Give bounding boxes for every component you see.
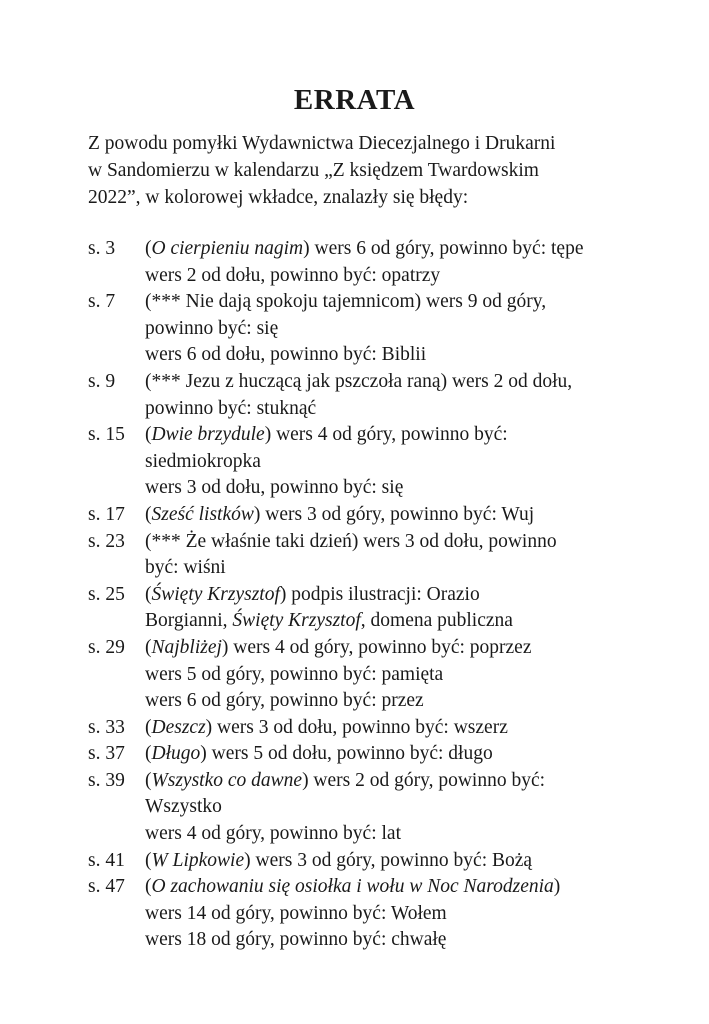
correction-text: Wszystko [145, 796, 222, 818]
page-reference: s. 39 [88, 769, 125, 791]
correction-line [145, 369, 621, 396]
correction-text: , domena publiczna [360, 610, 513, 632]
correction-text: ( [145, 583, 152, 605]
correction-lines [145, 529, 621, 582]
poem-title: Dwie brzydule [151, 424, 265, 446]
correction-line [145, 768, 621, 795]
correction-lines [145, 848, 621, 875]
errata-entry [88, 768, 621, 848]
poem-title: Najbliżej [151, 636, 222, 658]
correction-lines [145, 741, 621, 768]
correction-line [145, 422, 621, 449]
page-reference: s. 7 [88, 291, 116, 313]
errata-entry [88, 422, 621, 502]
correction-line [145, 874, 621, 901]
errata-entry [88, 369, 621, 422]
correction-text: wers 4 od góry, powinno być: lat [145, 823, 401, 845]
correction-text: powinno być: się [145, 317, 279, 339]
poem-title: W Lipkowie [151, 849, 245, 871]
correction-line [145, 555, 621, 582]
intro-line: 2022”, w kolorowej wkładce, znalazły się błędy: [88, 187, 469, 208]
correction-text: ( [145, 503, 152, 525]
page-reference: s. 3 [88, 238, 116, 259]
correction-text: wers 6 od dołu, powinno być: Biblii [145, 344, 427, 366]
errata-list [88, 236, 621, 954]
correction-text: ( [145, 238, 152, 259]
page-reference: s. 9 [88, 370, 116, 392]
correction-lines [145, 502, 621, 529]
page-reference: s. 17 [88, 503, 125, 525]
correction-line [145, 741, 621, 768]
correction-line [145, 263, 621, 290]
errata-entry [88, 635, 621, 715]
correction-line [145, 502, 621, 529]
page-reference: s. 37 [88, 743, 125, 765]
errata-entry [88, 582, 621, 635]
correction-text: być: wiśni [145, 557, 226, 579]
poem-title: Deszcz [151, 716, 206, 738]
correction-lines [145, 369, 621, 422]
correction-text: wers 14 od góry, powinno być: Wołem [145, 902, 447, 924]
correction-lines [145, 289, 621, 369]
correction-text: ) wers 3 od góry, powinno być: Bożą [244, 849, 533, 871]
correction-text: wers 3 od dołu, powinno być: się [145, 477, 404, 499]
correction-lines [145, 422, 621, 502]
page-reference: s. 25 [88, 583, 125, 605]
correction-text: ) [553, 876, 561, 898]
correction-line [145, 236, 621, 263]
errata-entry [88, 289, 621, 369]
correction-text: wers 18 od góry, powinno być: chwałę [145, 929, 447, 951]
correction-line [145, 449, 621, 476]
page-reference: s. 15 [88, 424, 125, 446]
poem-title: Sześć listków [151, 503, 254, 525]
correction-text: ) wers 5 od dołu, powinno być: długo [200, 743, 493, 765]
correction-line [145, 927, 621, 954]
correction-text: ) wers 3 od dołu, powinno być: wszerz [205, 716, 508, 738]
correction-lines [145, 768, 621, 848]
poem-title: Święty Krzysztof [151, 583, 280, 605]
correction-line [145, 848, 621, 875]
correction-text: ( [145, 716, 152, 738]
intro-line: Z powodu pomyłki Wydawnictwa Diecezjalnego i Drukarni [88, 133, 556, 154]
correction-text: ) wers 4 od góry, powinno być: poprzez [221, 636, 532, 658]
correction-lines [145, 236, 621, 289]
poem-title: Długo [151, 743, 201, 765]
poem-title: Święty Krzysztof [232, 610, 361, 632]
correction-text: ( [145, 769, 152, 791]
correction-line [145, 688, 621, 715]
correction-text: ( [145, 876, 152, 898]
correction-text: wers 6 od góry, powinno być: przez [145, 690, 424, 712]
correction-text: Borgianni, [145, 610, 233, 632]
correction-text: ( [145, 849, 152, 871]
correction-line [145, 794, 621, 821]
correction-text: ) wers 2 od góry, powinno być: [302, 769, 546, 791]
correction-text: ) podpis ilustracji: Orazio [279, 583, 480, 605]
correction-text: ) wers 3 od góry, powinno być: Wuj [253, 503, 535, 525]
correction-text: (*** Jezu z huczącą jak pszczoła raną) wers 2 od dołu, [145, 370, 573, 392]
page-reference: s. 33 [88, 716, 125, 738]
correction-line [145, 475, 621, 502]
errata-entry [88, 848, 621, 875]
correction-line [145, 582, 621, 609]
page-reference: s. 29 [88, 636, 125, 658]
errata-entry [88, 502, 621, 529]
correction-line [145, 342, 621, 369]
page-reference: s. 23 [88, 530, 125, 552]
correction-text: ) wers 6 od góry, powinno być: tępe [303, 238, 584, 259]
errata-entry [88, 715, 621, 742]
correction-line [145, 662, 621, 689]
correction-line [145, 608, 621, 635]
page-title: ERRATA [293, 84, 416, 116]
poem-title: Wszystko co dawne [151, 769, 303, 791]
errata-entry [88, 874, 621, 954]
correction-text: ( [145, 636, 152, 658]
correction-line [145, 529, 621, 556]
correction-lines [145, 874, 621, 954]
correction-text: wers 2 od dołu, powinno być: opatrzy [145, 264, 441, 286]
correction-text: (*** Że właśnie taki dzień) wers 3 od dołu, powinno [145, 530, 557, 552]
correction-line [145, 901, 621, 928]
correction-text: ) wers 4 od góry, powinno być: [264, 424, 508, 446]
correction-line [145, 316, 621, 343]
correction-lines [145, 715, 621, 742]
poem-title: O zachowaniu się osiołka i wołu w Noc Narodzenia [151, 876, 554, 898]
correction-text: (*** Nie dają spokoju tajemnicom) wers 9 od góry, [145, 291, 547, 313]
page-reference: s. 47 [88, 876, 125, 898]
errata-entry [88, 741, 621, 768]
correction-line [145, 821, 621, 848]
correction-text: ( [145, 424, 152, 446]
page-reference: s. 41 [88, 849, 125, 871]
errata-entry [88, 529, 621, 582]
intro-line: w Sandomierzu w kalendarzu „Z księdzem Twardowskim [88, 160, 539, 181]
correction-lines [145, 582, 621, 635]
errata-entry [88, 236, 621, 289]
correction-line [145, 289, 621, 316]
correction-line [145, 396, 621, 423]
correction-text: powinno być: stuknąć [145, 397, 317, 419]
intro-paragraph [88, 130, 621, 211]
correction-lines [145, 635, 621, 715]
correction-text: wers 5 od góry, powinno być: pamięta [145, 663, 444, 685]
correction-line [145, 635, 621, 662]
correction-text: ( [145, 743, 152, 765]
correction-line [145, 715, 621, 742]
poem-title: O cierpieniu nagim [151, 238, 304, 259]
correction-text: siedmiokropka [145, 450, 261, 472]
